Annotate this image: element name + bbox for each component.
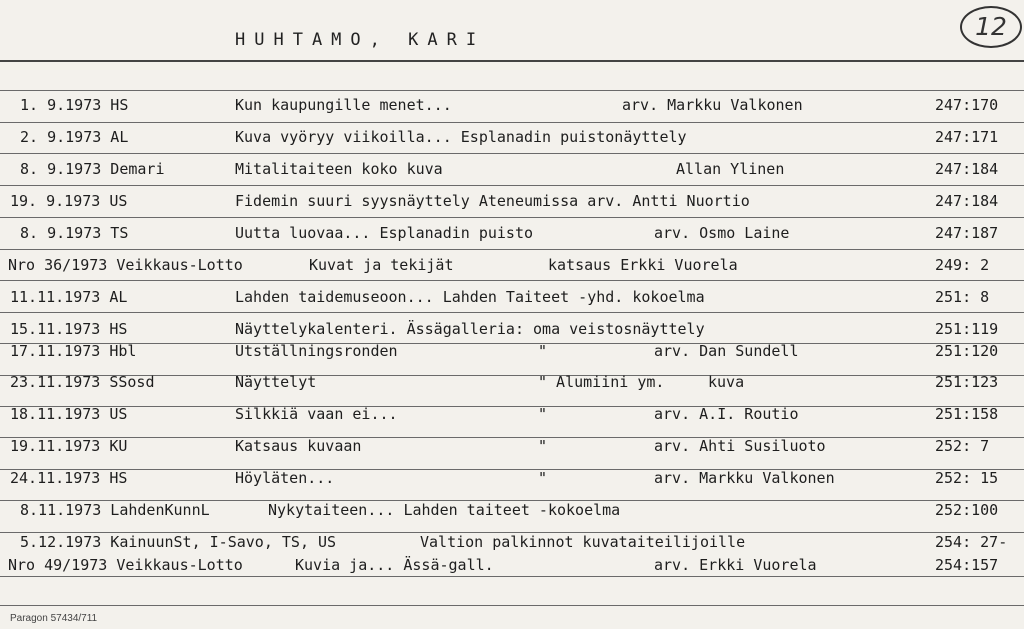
entry-reference: 252: 15 — [935, 469, 999, 487]
card-footer: Paragon 57434/711 — [10, 613, 98, 624]
ruled-line — [0, 469, 1024, 470]
entry-title: Kun kaupungille menet... — [235, 96, 452, 114]
ruled-line — [0, 90, 1024, 91]
entry-date-source: 15.11.1973 HS — [10, 320, 128, 338]
ruled-line — [0, 217, 1024, 218]
entry-date-source: 2. 9.1973 AL — [20, 128, 129, 146]
entry-reviewer: arv. Markku Valkonen — [622, 96, 803, 114]
entry-reference: 251:158 — [935, 405, 999, 423]
entry-title: Kuvat ja tekijät — [309, 256, 454, 274]
entry-date-source: Nro 49/1973 Veikkaus-Lotto — [8, 556, 243, 574]
page-number-circle: 12 — [960, 6, 1022, 48]
entry-date-source: 24.11.1973 HS — [10, 469, 128, 487]
entry-title: Utställningsronden — [235, 342, 398, 360]
entry-reference: 247:170 — [935, 96, 999, 114]
entry-date-source: 23.11.1973 SSosd — [10, 373, 155, 391]
entry-ditto-mark: " — [538, 437, 548, 455]
entry-reference: 251:120 — [935, 342, 999, 360]
entry-title: Katsaus kuvaan — [235, 437, 362, 455]
entry-ditto-mark: " Alumiini ym. — [538, 373, 665, 391]
entry-date-source: Nro 36/1973 Veikkaus-Lotto — [8, 256, 243, 274]
entry-reviewer: arv. Dan Sundell — [654, 342, 799, 360]
entry-title: Valtion palkinnot kuvataiteilijoille — [420, 533, 746, 551]
entry-reference: 251: 8 — [935, 288, 990, 306]
entry-reference: 252: 7 — [935, 437, 990, 455]
entry-title: Lahden taidemuseoon... Lahden Taiteet -yhd. kokoelma — [235, 288, 705, 306]
entry-reviewer: katsaus Erkki Vuorela — [548, 256, 738, 274]
entry-date-source: 11.11.1973 AL — [10, 288, 128, 306]
entry-title: Nykytaiteen... Lahden taiteet -kokoelma — [268, 501, 621, 519]
ruled-line — [0, 185, 1024, 186]
entry-date-source: 8.11.1973 LahdenKunnL — [20, 501, 210, 519]
entry-title: Uutta luovaa... Esplanadin puisto — [235, 224, 534, 242]
ruled-line — [0, 437, 1024, 438]
entry-reviewer: arv. Ahti Susiluoto — [654, 437, 826, 455]
entry-date-source: 8. 9.1973 Demari — [20, 160, 165, 178]
entry-ditto-mark: " — [538, 342, 548, 360]
entry-title: Mitalitaiteen koko kuva — [235, 160, 443, 178]
ruled-line — [0, 406, 1024, 407]
entry-date-source: 5.12.1973 KainuunSt, I-Savo, TS, US — [20, 533, 337, 551]
entry-reviewer: arv. Markku Valkonen — [654, 469, 835, 487]
entry-reference: 247:184 — [935, 192, 999, 210]
entry-reviewer: arv. Erkki Vuorela — [654, 556, 817, 574]
entry-reference: 249: 2 — [935, 256, 990, 274]
entry-date-source: 8. 9.1973 TS — [20, 224, 129, 242]
entry-date-source: 19. 9.1973 US — [10, 192, 128, 210]
entry-reference: 247:187 — [935, 224, 999, 242]
entry-title: Kuva vyöryy viikoilla... Esplanadin puistonäyttely — [235, 128, 687, 146]
entry-title: Kuvia ja... Ässä-gall. — [295, 556, 494, 574]
entry-title: Silkkiä vaan ei... — [235, 405, 398, 423]
entry-title: Höyläten... — [235, 469, 335, 487]
entry-reference: 251:123 — [935, 373, 999, 391]
entry-reference: 247:184 — [935, 160, 999, 178]
entry-reference: 247:171 — [935, 128, 999, 146]
entry-date-source: 18.11.1973 US — [10, 405, 128, 423]
ruled-line — [0, 312, 1024, 313]
entry-reference: 254:157 — [935, 556, 999, 574]
entry-title: Näyttelyt — [235, 373, 317, 391]
entry-reviewer: arv. Osmo Laine — [654, 224, 790, 242]
card-heading: HUHTAMO, KARI — [235, 30, 486, 50]
entry-title: Fidemin suuri syysnäyttely Ateneumissa arv. Antti Nuortio — [235, 192, 750, 210]
ruled-line — [0, 343, 1024, 344]
ruled-line — [0, 122, 1024, 123]
entry-reviewer: arv. A.I. Routio — [654, 405, 799, 423]
entry-ditto-mark: " — [538, 469, 548, 487]
entry-reviewer: Allan Ylinen — [676, 160, 785, 178]
entry-reference: 252:100 — [935, 501, 999, 519]
ruled-line — [0, 605, 1024, 606]
entry-date-source: 19.11.1973 KU — [10, 437, 128, 455]
entry-date-source: 17.11.1973 Hbl — [10, 342, 137, 360]
header-rule — [0, 60, 1024, 62]
entry-reference: 251:119 — [935, 320, 999, 338]
entry-title: Näyttelykalenteri. Ässägalleria: oma veistosnäyttely — [235, 320, 705, 338]
entry-reference: 254: 27- — [935, 533, 1008, 551]
ruled-line — [0, 576, 1024, 577]
entry-ditto-mark: " — [538, 405, 548, 423]
entry-reviewer: kuva — [708, 373, 745, 391]
ruled-line — [0, 153, 1024, 154]
ruled-line — [0, 249, 1024, 250]
entry-date-source: 1. 9.1973 HS — [20, 96, 129, 114]
ruled-line — [0, 280, 1024, 281]
